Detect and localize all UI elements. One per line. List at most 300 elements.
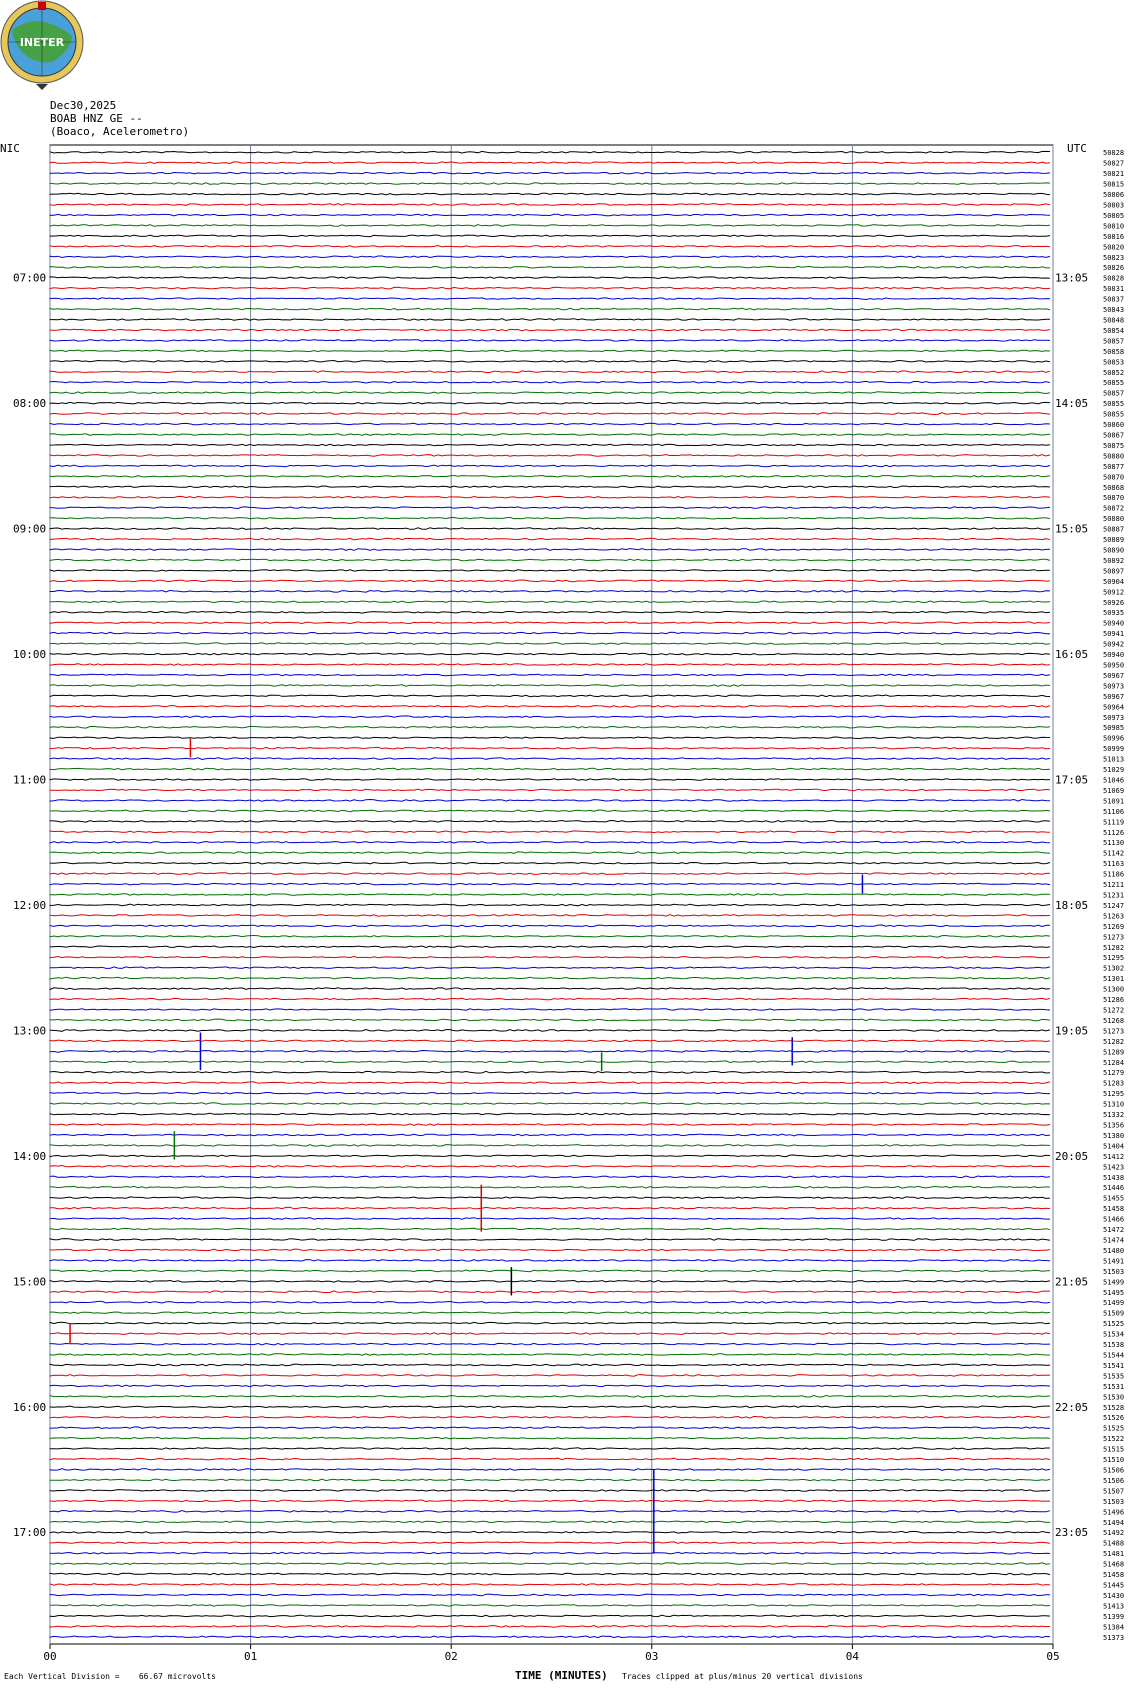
trace-row xyxy=(50,768,1050,770)
trace-row xyxy=(50,873,1050,875)
trace-row xyxy=(50,1113,1050,1115)
row-offset-label: 51430 xyxy=(1103,1591,1125,1600)
trace-row xyxy=(50,350,1050,352)
trace-row xyxy=(50,1406,1050,1408)
trace-row xyxy=(50,329,1050,331)
x-axis-title: TIME (MINUTES) xyxy=(515,1669,608,1682)
row-offset-label: 51373 xyxy=(1103,1633,1125,1642)
row-offset-label: 51302 xyxy=(1103,964,1125,973)
trace-row xyxy=(50,1092,1050,1094)
row-offset-label: 51295 xyxy=(1103,954,1125,963)
trace-row xyxy=(50,1291,1050,1293)
row-offset-label: 51480 xyxy=(1103,1246,1125,1255)
row-offset-label: 50810 xyxy=(1103,222,1125,231)
trace-row xyxy=(50,706,1050,708)
row-offset-label: 51488 xyxy=(1103,1539,1125,1548)
row-offset-label: 51472 xyxy=(1103,1226,1125,1235)
row-offset-label: 51466 xyxy=(1103,1215,1125,1224)
trace-row xyxy=(50,1186,1050,1188)
trace-row xyxy=(50,1155,1050,1157)
right-hour-label: 21:05 xyxy=(1055,1275,1089,1289)
x-tick-label: 04 xyxy=(845,1650,860,1663)
trace-row xyxy=(50,1354,1050,1356)
trace-row xyxy=(50,528,1050,530)
row-offset-label: 51263 xyxy=(1103,912,1125,921)
row-offset-label: 50806 xyxy=(1103,191,1125,200)
trace-row xyxy=(50,998,1050,1000)
trace-row xyxy=(50,1082,1050,1084)
trace-row xyxy=(50,172,1050,174)
row-offset-label: 50805 xyxy=(1103,211,1125,220)
left-hour-label: 11:00 xyxy=(13,773,47,787)
row-offset-label: 50880 xyxy=(1103,452,1125,461)
row-offset-label: 51282 xyxy=(1103,943,1125,952)
trace-row xyxy=(50,1563,1050,1565)
row-offset-label: 51494 xyxy=(1103,1518,1125,1527)
row-offset-label: 50827 xyxy=(1103,159,1125,168)
trace-row xyxy=(50,1134,1050,1136)
trace-row xyxy=(50,340,1050,342)
row-offset-label: 51423 xyxy=(1103,1163,1125,1172)
trace-row xyxy=(50,371,1050,373)
trace-row xyxy=(50,423,1050,425)
trace-row xyxy=(50,151,1050,153)
row-offset-label: 51499 xyxy=(1103,1299,1125,1308)
row-offset-label: 51468 xyxy=(1103,1560,1125,1569)
right-hour-label: 17:05 xyxy=(1055,773,1089,787)
clip-note: Traces clipped at plus/minus 20 vertical divisions xyxy=(622,1672,863,1681)
trace-row xyxy=(50,758,1050,760)
row-offset-label: 50860 xyxy=(1103,421,1125,430)
row-offset-label: 51211 xyxy=(1103,881,1125,890)
row-offset-label: 51525 xyxy=(1103,1320,1125,1329)
trace-row xyxy=(50,287,1050,289)
trace-row xyxy=(50,747,1050,749)
trace-row xyxy=(50,486,1050,488)
row-offset-label: 50852 xyxy=(1103,368,1125,377)
trace-row xyxy=(50,653,1050,655)
left-hour-label: 07:00 xyxy=(13,271,47,285)
trace-row xyxy=(50,779,1050,781)
row-offset-label: 51186 xyxy=(1103,870,1125,879)
trace-row xyxy=(50,183,1050,185)
trace-row xyxy=(50,1322,1050,1324)
row-offset-label: 50826 xyxy=(1103,264,1125,273)
trace-row xyxy=(50,549,1050,551)
trace-row xyxy=(50,936,1050,938)
row-offset-label: 51404 xyxy=(1103,1142,1125,1151)
row-offset-label: 51515 xyxy=(1103,1445,1125,1454)
row-offset-label: 50890 xyxy=(1103,546,1125,555)
row-offset-label: 51399 xyxy=(1103,1612,1125,1621)
row-offset-label: 51282 xyxy=(1103,1037,1125,1046)
right-hour-label: 14:05 xyxy=(1055,397,1089,411)
left-hour-label: 12:00 xyxy=(13,898,47,912)
trace-row xyxy=(50,455,1050,457)
trace-row xyxy=(50,1427,1050,1429)
right-hour-label: 18:05 xyxy=(1055,898,1089,912)
trace-row xyxy=(50,1396,1050,1398)
row-offset-label: 51289 xyxy=(1103,1048,1125,1057)
trace-row xyxy=(50,360,1050,362)
row-offset-label: 50857 xyxy=(1103,389,1125,398)
row-offset-label: 51284 xyxy=(1103,1058,1125,1067)
row-offset-label: 51503 xyxy=(1103,1497,1125,1506)
row-offset-label: 50857 xyxy=(1103,337,1125,346)
row-offset-label: 51283 xyxy=(1103,1079,1125,1088)
trace-row xyxy=(50,1490,1050,1492)
row-offset-label: 50848 xyxy=(1103,316,1125,325)
trace-row xyxy=(50,590,1050,592)
row-offset-label: 51438 xyxy=(1103,1173,1125,1182)
row-offset-label: 50823 xyxy=(1103,253,1125,262)
row-offset-label: 51499 xyxy=(1103,1278,1125,1287)
row-offset-label: 50803 xyxy=(1103,201,1125,210)
trace-row xyxy=(50,204,1050,206)
trace-row xyxy=(50,308,1050,310)
row-offset-label: 51446 xyxy=(1103,1184,1125,1193)
trace-row xyxy=(50,810,1050,812)
trace-row xyxy=(50,726,1050,728)
row-offset-label: 51509 xyxy=(1103,1309,1125,1318)
row-offset-label: 51126 xyxy=(1103,828,1125,837)
trace-row xyxy=(50,1469,1050,1471)
left-hour-label: 14:00 xyxy=(13,1149,47,1163)
trace-row xyxy=(50,1437,1050,1439)
vertical-division-value: 66.67 microvolts xyxy=(138,1672,216,1681)
trace-row xyxy=(50,1333,1050,1335)
row-offset-label: 51506 xyxy=(1103,1476,1125,1485)
left-hour-label: 17:00 xyxy=(13,1526,47,1540)
trace-row xyxy=(50,1343,1050,1345)
trace-row xyxy=(50,1552,1050,1554)
trace-row xyxy=(50,946,1050,948)
trace-row xyxy=(50,789,1050,791)
trace-row xyxy=(50,1197,1050,1199)
row-offset-label: 51268 xyxy=(1103,1016,1125,1025)
trace-row xyxy=(50,716,1050,718)
row-offset-label: 50867 xyxy=(1103,431,1125,440)
trace-row xyxy=(50,1531,1050,1533)
trace-row xyxy=(50,894,1050,896)
right-hour-label: 20:05 xyxy=(1055,1149,1089,1163)
row-offset-label: 51474 xyxy=(1103,1236,1125,1245)
trace-row xyxy=(50,1542,1050,1544)
trace-row xyxy=(50,622,1050,624)
trace-row xyxy=(50,925,1050,927)
trace-row xyxy=(50,1281,1050,1283)
trace-row xyxy=(50,214,1050,216)
row-offset-label: 50816 xyxy=(1103,232,1125,241)
left-hour-label: 08:00 xyxy=(13,397,47,411)
trace-row xyxy=(50,1124,1050,1126)
row-offset-label: 50950 xyxy=(1103,661,1125,670)
row-offset-label: 51091 xyxy=(1103,797,1125,806)
trace-row xyxy=(50,225,1050,227)
row-offset-label: 51525 xyxy=(1103,1424,1125,1433)
row-offset-label: 50996 xyxy=(1103,734,1125,743)
trace-row xyxy=(50,904,1050,906)
row-offset-label: 50967 xyxy=(1103,671,1125,680)
trace-row xyxy=(50,413,1050,415)
trace-row xyxy=(50,915,1050,917)
trace-row xyxy=(50,1228,1050,1230)
x-tick-label: 05 xyxy=(1046,1650,1060,1663)
row-offset-label: 51528 xyxy=(1103,1403,1125,1412)
row-offset-label: 50892 xyxy=(1103,556,1125,565)
row-offset-label: 50935 xyxy=(1103,609,1125,618)
row-offset-label: 51503 xyxy=(1103,1267,1125,1276)
row-offset-label: 51295 xyxy=(1103,1090,1125,1099)
trace-row xyxy=(50,193,1050,195)
trace-row xyxy=(50,570,1050,572)
row-offset-label: 51506 xyxy=(1103,1466,1125,1475)
left-hour-label: 10:00 xyxy=(13,648,47,662)
right-hour-label: 19:05 xyxy=(1055,1024,1089,1038)
row-offset-label: 51458 xyxy=(1103,1205,1125,1214)
trace-row xyxy=(50,674,1050,676)
row-offset-label: 51106 xyxy=(1103,807,1125,816)
row-offset-label: 51526 xyxy=(1103,1414,1125,1423)
trace-row xyxy=(50,1375,1050,1377)
row-offset-label: 50820 xyxy=(1103,243,1125,252)
row-offset-label: 50831 xyxy=(1103,285,1125,294)
left-hour-label: 13:00 xyxy=(13,1024,47,1038)
trace-row xyxy=(50,1573,1050,1575)
row-offset-label: 51279 xyxy=(1103,1069,1125,1078)
row-offset-label: 50964 xyxy=(1103,703,1125,712)
row-offset-label: 51130 xyxy=(1103,839,1125,848)
row-offset-label: 51495 xyxy=(1103,1288,1125,1297)
trace-row xyxy=(50,1260,1050,1262)
trace-row xyxy=(50,266,1050,268)
row-offset-label: 51163 xyxy=(1103,860,1125,869)
left-hour-label: 09:00 xyxy=(13,522,47,536)
row-offset-label: 50854 xyxy=(1103,326,1125,335)
trace-row xyxy=(50,538,1050,540)
trace-row xyxy=(50,1448,1050,1450)
trace-row xyxy=(50,1364,1050,1366)
date-label: Dec30,2025 xyxy=(50,99,117,112)
row-offset-label: 51458 xyxy=(1103,1571,1125,1580)
row-offset-label: 51445 xyxy=(1103,1581,1125,1590)
trace-row xyxy=(50,1416,1050,1418)
trace-row xyxy=(50,1511,1050,1513)
row-offset-label: 50858 xyxy=(1103,347,1125,356)
trace-row xyxy=(50,1239,1050,1241)
row-offset-label: 51380 xyxy=(1103,1131,1125,1140)
row-offset-label: 50897 xyxy=(1103,567,1125,576)
row-offset-label: 51491 xyxy=(1103,1257,1125,1266)
trace-row xyxy=(50,402,1050,404)
row-offset-label: 50880 xyxy=(1103,515,1125,524)
right-timezone-label: UTC xyxy=(1067,142,1087,155)
row-offset-label: 51530 xyxy=(1103,1393,1125,1402)
trace-row xyxy=(50,883,1050,885)
row-offset-label: 51538 xyxy=(1103,1341,1125,1350)
right-hour-label: 22:05 xyxy=(1055,1400,1089,1414)
row-offset-label: 50889 xyxy=(1103,536,1125,545)
row-offset-label: 50868 xyxy=(1103,483,1125,492)
row-offset-label: 50815 xyxy=(1103,180,1125,189)
right-hour-label: 15:05 xyxy=(1055,522,1089,536)
trace-row xyxy=(50,1312,1050,1314)
trace-row xyxy=(50,841,1050,843)
trace-row xyxy=(50,496,1050,498)
trace-row xyxy=(50,298,1050,300)
row-offset-label: 50926 xyxy=(1103,598,1125,607)
row-offset-label: 50877 xyxy=(1103,462,1125,471)
trace-row xyxy=(50,507,1050,509)
row-offset-label: 51531 xyxy=(1103,1382,1125,1391)
trace-row xyxy=(50,580,1050,582)
row-offset-label: 50967 xyxy=(1103,692,1125,701)
row-offset-label: 51069 xyxy=(1103,786,1125,795)
trace-row xyxy=(50,1301,1050,1303)
row-offset-label: 51231 xyxy=(1103,891,1125,900)
trace-row xyxy=(50,1030,1050,1032)
trace-row xyxy=(50,1458,1050,1460)
trace-row xyxy=(50,256,1050,258)
trace-row xyxy=(50,476,1050,478)
trace-row xyxy=(50,1500,1050,1502)
trace-row xyxy=(50,800,1050,802)
row-offset-label: 51046 xyxy=(1103,776,1125,785)
x-tick-label: 03 xyxy=(645,1650,659,1663)
trace-row xyxy=(50,235,1050,237)
row-offset-label: 51413 xyxy=(1103,1602,1125,1611)
logo-text: INETER xyxy=(19,36,65,49)
trace-row xyxy=(50,821,1050,823)
trace-row xyxy=(50,988,1050,990)
row-offset-label: 51310 xyxy=(1103,1100,1125,1109)
right-hour-label: 23:05 xyxy=(1055,1526,1089,1540)
trace-row xyxy=(50,852,1050,854)
trace-row xyxy=(50,1605,1050,1607)
row-offset-label: 50940 xyxy=(1103,651,1125,660)
trace-row xyxy=(50,1145,1050,1147)
row-offset-label: 50875 xyxy=(1103,441,1125,450)
x-tick-label: 02 xyxy=(444,1650,458,1663)
row-offset-label: 50853 xyxy=(1103,358,1125,367)
location-label: (Boaco, Acelerometro) xyxy=(50,125,190,138)
row-offset-label: 50940 xyxy=(1103,619,1125,628)
station-label: BOAB HNZ GE -- xyxy=(50,112,143,125)
row-offset-label: 51013 xyxy=(1103,755,1125,764)
row-offset-label: 51119 xyxy=(1103,818,1125,827)
row-offset-label: 50941 xyxy=(1103,630,1125,639)
trace-row xyxy=(50,1166,1050,1168)
trace-row xyxy=(50,1626,1050,1628)
row-offset-label: 50828 xyxy=(1103,149,1125,158)
trace-row xyxy=(50,465,1050,467)
trace-row xyxy=(50,1071,1050,1073)
row-offset-label: 51492 xyxy=(1103,1529,1125,1538)
row-offset-label: 51273 xyxy=(1103,1027,1125,1036)
row-offset-label: 51481 xyxy=(1103,1550,1125,1559)
row-offset-label: 50872 xyxy=(1103,504,1125,513)
trace-row xyxy=(50,319,1050,321)
trace-row xyxy=(50,517,1050,519)
x-tick-label: 01 xyxy=(243,1650,258,1663)
row-offset-label: 50999 xyxy=(1103,745,1125,754)
trace-row xyxy=(50,611,1050,613)
trace-row xyxy=(50,1019,1050,1021)
right-hour-label: 13:05 xyxy=(1055,271,1089,285)
left-hour-label: 16:00 xyxy=(13,1400,47,1414)
trace-row xyxy=(50,1636,1050,1638)
trace-row xyxy=(50,695,1050,697)
row-offset-label: 50870 xyxy=(1103,473,1125,482)
row-offset-label: 50870 xyxy=(1103,494,1125,503)
trace-row xyxy=(50,381,1050,383)
row-offset-label: 51286 xyxy=(1103,996,1125,1005)
trace-row xyxy=(50,1009,1050,1011)
trace-row xyxy=(50,957,1050,959)
trace-row xyxy=(50,977,1050,979)
row-offset-label: 51541 xyxy=(1103,1361,1125,1370)
row-offset-label: 50887 xyxy=(1103,525,1125,534)
trace-row xyxy=(50,1594,1050,1596)
trace-row xyxy=(50,1207,1050,1209)
row-offset-label: 50985 xyxy=(1103,724,1125,733)
row-offset-label: 51029 xyxy=(1103,766,1125,775)
trace-row xyxy=(50,245,1050,247)
row-offset-label: 50837 xyxy=(1103,295,1125,304)
row-offset-label: 50855 xyxy=(1103,379,1125,388)
row-offset-label: 51273 xyxy=(1103,933,1125,942)
trace-row xyxy=(50,277,1050,279)
trace-row xyxy=(50,862,1050,864)
trace-row xyxy=(50,1176,1050,1178)
trace-row xyxy=(50,831,1050,833)
row-offset-label: 50912 xyxy=(1103,588,1125,597)
row-offset-label: 51412 xyxy=(1103,1152,1125,1161)
row-offset-label: 50973 xyxy=(1103,713,1125,722)
trace-row xyxy=(50,643,1050,645)
trace-row xyxy=(50,1479,1050,1481)
trace-row xyxy=(50,1615,1050,1617)
trace-row xyxy=(50,434,1050,436)
trace-row xyxy=(50,632,1050,634)
row-offset-label: 51300 xyxy=(1103,985,1125,994)
trace-row xyxy=(50,1270,1050,1272)
trace-row xyxy=(50,559,1050,561)
row-offset-label: 51332 xyxy=(1103,1111,1125,1120)
row-offset-label: 51522 xyxy=(1103,1435,1125,1444)
left-timezone-label: NIC xyxy=(0,142,20,155)
row-offset-label: 51247 xyxy=(1103,901,1125,910)
row-offset-label: 51496 xyxy=(1103,1508,1125,1517)
row-offset-label: 51535 xyxy=(1103,1372,1125,1381)
row-offset-label: 51534 xyxy=(1103,1330,1125,1339)
vertical-division-note xyxy=(4,1672,216,1681)
trace-row xyxy=(50,1218,1050,1220)
row-offset-label: 51272 xyxy=(1103,1006,1125,1015)
trace-row xyxy=(50,664,1050,666)
row-offset-label: 50821 xyxy=(1103,170,1125,179)
row-offset-label: 51384 xyxy=(1103,1623,1125,1632)
row-offset-label: 51356 xyxy=(1103,1121,1125,1130)
row-offset-label: 51269 xyxy=(1103,922,1125,931)
trace-row xyxy=(50,392,1050,394)
row-offset-label: 50855 xyxy=(1103,410,1125,419)
trace-row xyxy=(50,1249,1050,1251)
row-offset-label: 50942 xyxy=(1103,640,1125,649)
trace-row xyxy=(50,685,1050,687)
trace-row xyxy=(50,444,1050,446)
x-tick-label: 00 xyxy=(43,1650,57,1663)
